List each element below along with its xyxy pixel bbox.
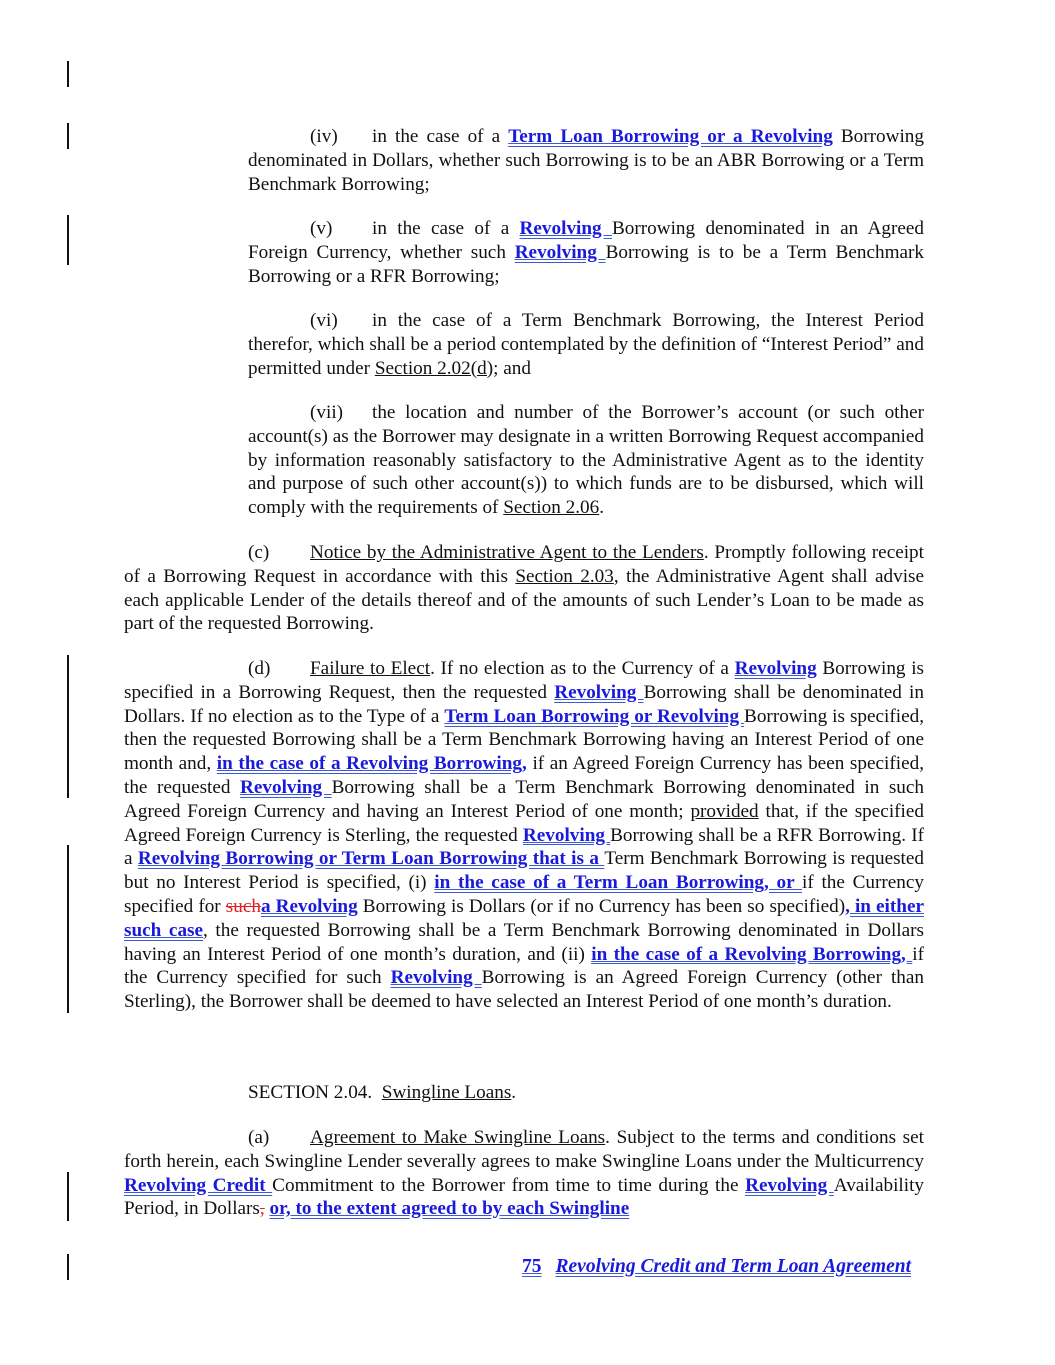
text: Borrowing denominated in Dollars, whether such Borrowing is to be an ABR Borrowing or a Term Benchmark Borrowing; xyxy=(248,126,924,195)
text: Borrowing is to be a Term Benchmark Borrowing or a RFR Borrowing; xyxy=(248,241,924,287)
text: in the case of a xyxy=(372,218,520,239)
inserted-text: Term Loan Borrowing or a Revolving xyxy=(508,126,833,147)
text: . Subject to the terms and conditions set forth herein, each Swingline Lender severally agrees to make Swingline Loans under the Multicurrency xyxy=(124,1127,924,1172)
inserted-text: in the case of a Term Loan Borrowing, or xyxy=(434,872,803,894)
section-reference: Section 2.06 xyxy=(503,497,600,519)
paragraph-number: (a) xyxy=(248,1127,270,1148)
text: Borrowing shall be a RFR Borrowing. If a xyxy=(124,824,924,870)
paragraph-d xyxy=(124,657,924,1014)
paragraph-heading: Failure to Elect xyxy=(310,658,431,679)
paragraph-heading: Agreement to Make Swingline Loans xyxy=(310,1127,606,1148)
text: . If no election as to the Currency of a xyxy=(430,658,735,679)
inserted-text: Revolving Credit xyxy=(124,1174,273,1196)
change-bar xyxy=(67,845,69,1013)
inserted-text: Revolving xyxy=(734,658,817,679)
section-title: Swingline Loans xyxy=(381,1082,512,1103)
text: , the requested Borrowing shall be a Term Benchmark Borrowing denominated in Dollars having an Interest Period of one month’s duration, and (ii) xyxy=(124,919,924,965)
clause-number: (v) xyxy=(310,218,333,239)
inserted-text: in the case of a Revolving Borrowing, xyxy=(591,943,913,965)
text: Borrowing is specified, then the requested Borrowing shall be a Term Benchmark Borrowing having an Interest Period of one month and, xyxy=(124,705,924,775)
section-heading xyxy=(248,1081,516,1105)
page-number: 75 xyxy=(522,1256,542,1277)
text: ; and xyxy=(493,357,531,379)
inserted-text: Revolving xyxy=(514,241,606,263)
inserted-text: Revolving xyxy=(240,776,332,798)
change-bar xyxy=(67,1254,69,1280)
text: Borrowing shall be denominated in Dollars. If no election as to the Type of a xyxy=(124,681,924,727)
paragraph-c xyxy=(124,541,924,636)
text: if the Currency specified for xyxy=(124,872,924,917)
clause-number: (iv) xyxy=(310,126,338,147)
inserted-text: Term Loan Borrowing or Revolving xyxy=(444,705,745,727)
paragraph-a xyxy=(124,1126,924,1221)
text: Borrowing is specified in a Borrowing Request, then the requested xyxy=(124,658,925,703)
change-bar xyxy=(67,215,69,265)
text: Borrowing is an Agreed Foreign Currency (other than Sterling), the Borrower shall be deemed to have selected an Interest Period of one month’s duration. xyxy=(124,967,924,1013)
inserted-text: Revolving xyxy=(519,218,612,239)
inserted-text: Revolving Borrowing or Term Loan Borrowing that is a xyxy=(137,848,605,870)
defined-term: provided xyxy=(690,800,759,822)
change-bar xyxy=(67,61,69,87)
clause-number: (vi) xyxy=(310,310,338,331)
change-bar xyxy=(67,1172,69,1221)
text: Borrowing denominated in an Agreed Foreign Currency, whether such xyxy=(248,218,924,263)
section-reference: Section 2.02(d) xyxy=(374,357,494,379)
paragraph-heading: Notice by the Administrative Agent to the Lenders xyxy=(310,542,704,563)
inserted-text: , in either such case xyxy=(124,895,924,941)
clause-vii xyxy=(248,401,924,520)
text: if the Currency specified for such xyxy=(124,943,924,989)
section-reference: Section 2.03 xyxy=(515,565,614,587)
text: Commitment to the Borrower from time to time during the xyxy=(272,1174,746,1196)
text: Term Benchmark Borrowing is requested but no Interest Period is specified, (i) xyxy=(124,848,924,894)
section-number: SECTION 2.04. xyxy=(248,1082,382,1103)
clause-vi xyxy=(248,309,924,380)
deleted-text: , xyxy=(259,1198,265,1220)
text: that, if the specified Agreed Foreign Currency is Sterling, the requested xyxy=(124,800,924,846)
document-title: Revolving Credit and Term Loan Agreement xyxy=(555,1256,912,1277)
text: , the Administrative Agent shall advise each applicable Lender of the details thereof and of the amounts of such Lender’s Loan to be made as part of the requested Borrowing. xyxy=(124,565,925,635)
inserted-text: Revolving xyxy=(745,1174,834,1196)
text: Availability Period, in Dollars xyxy=(124,1174,924,1220)
text: in the case of a Term Benchmark Borrowing, the Interest Period therefor, which shall be a period contemplated by the definition of “Interest Period” and permitted under xyxy=(248,310,924,379)
text: . xyxy=(511,1082,517,1103)
inserted-text: or, to the extent agreed to by each Swingline xyxy=(269,1198,630,1220)
clause-v xyxy=(248,217,924,288)
inserted-text: Revolving xyxy=(554,681,644,703)
change-bar xyxy=(67,123,69,149)
text: Borrowing shall be a Term Benchmark Borrowing denominated in such Agreed Foreign Currency and having an Interest Period of one month; xyxy=(124,776,924,822)
inserted-text: in the case of a Revolving Borrowing, xyxy=(216,753,527,775)
clause-number: (vii) xyxy=(310,402,344,423)
inserted-text: Revolving xyxy=(390,967,482,989)
text: Borrowing is Dollars (or if no Currency has been so specified) xyxy=(357,895,846,917)
paragraph-number: (d) xyxy=(248,658,271,679)
paragraph-number: (c) xyxy=(248,542,270,563)
text: . xyxy=(599,497,604,519)
inserted-text: Revolving xyxy=(522,824,611,846)
text: the location and number of the Borrower’s account (or such other account(s) as the Borrower may designate in a written Borrowing Request accompanied by information reasonably satisfactory to the Administrative Agent as to the identity and purpose of such other account(s)) to which funds are to be disbursed, which will comply with the requirements of xyxy=(248,402,924,519)
deleted-text: such xyxy=(225,895,261,917)
change-bar xyxy=(67,655,69,798)
text: if an Agreed Foreign Currency has been specified, the requested xyxy=(124,753,924,798)
inserted-text: a Revolving xyxy=(260,895,358,917)
text: . Promptly following receipt of a Borrowing Request in accordance with this xyxy=(124,542,924,587)
text: in the case of a xyxy=(372,126,509,147)
page-footer xyxy=(522,1256,911,1278)
clause-iv xyxy=(248,125,924,196)
